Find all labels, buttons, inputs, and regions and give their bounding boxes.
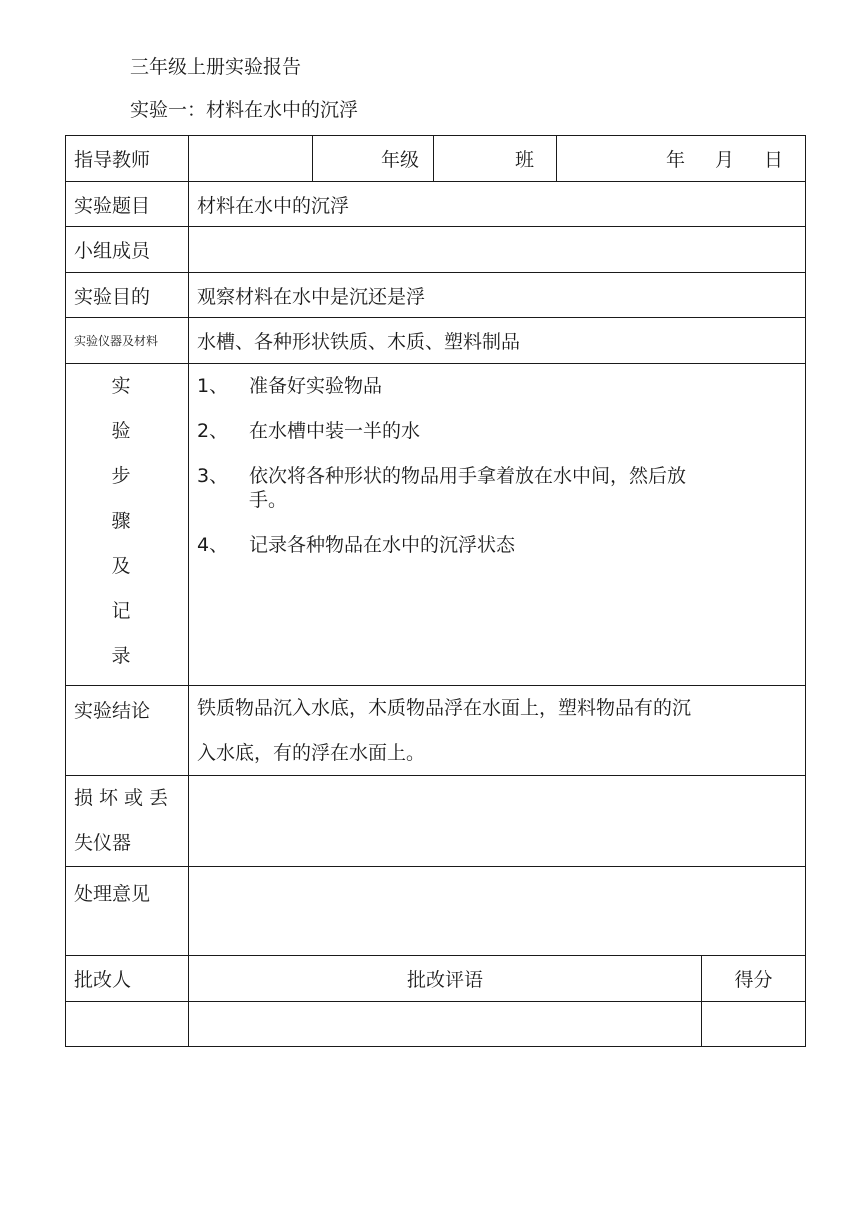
row-purpose bbox=[66, 273, 806, 318]
step-number: 1、 bbox=[197, 375, 229, 397]
class-field[interactable] bbox=[434, 136, 557, 182]
step-text: 依次将各种形状的物品用手拿着放在水中间，然后放 bbox=[249, 465, 687, 487]
damage-label-line: 损坏或丢 bbox=[74, 787, 175, 809]
step-text: 在水槽中装一半的水 bbox=[249, 420, 421, 442]
month-label: 月 bbox=[714, 149, 734, 171]
purpose-value[interactable]: 观察材料在水中是沉还是浮 bbox=[189, 273, 806, 318]
steps-label-char: 记 bbox=[111, 600, 131, 622]
steps-label-char: 实 bbox=[111, 375, 131, 397]
row-handling bbox=[66, 867, 806, 956]
equipment-value[interactable]: 水槽、各种形状铁质、木质、塑料制品 bbox=[189, 318, 806, 364]
score-label: 得分 bbox=[702, 956, 806, 1002]
purpose-label: 实验目的 bbox=[66, 273, 189, 318]
step-text: 记录各种物品在水中的沉浮状态 bbox=[249, 534, 516, 556]
steps-label bbox=[66, 364, 189, 686]
members-label: 小组成员 bbox=[66, 227, 189, 273]
handling-value[interactable] bbox=[189, 867, 806, 956]
year-label: 年 bbox=[665, 149, 685, 171]
step-item bbox=[197, 374, 797, 398]
step-item bbox=[197, 419, 797, 443]
day-label: 日 bbox=[764, 149, 784, 171]
grade-field[interactable] bbox=[313, 136, 434, 182]
step-number: 3、 bbox=[197, 465, 229, 487]
step-number: 2、 bbox=[197, 420, 229, 442]
row-equipment bbox=[66, 318, 806, 364]
conclusion-line: 铁质物品沉入水底，木质物品浮在水面上，塑料物品有的沉 bbox=[197, 697, 692, 719]
step-number: 4、 bbox=[197, 534, 229, 556]
row-review-values bbox=[66, 1002, 806, 1047]
comment-field[interactable] bbox=[189, 1002, 702, 1047]
topic-label: 实验题目 bbox=[66, 182, 189, 227]
handling-label: 处理意见 bbox=[66, 867, 189, 956]
conclusion-value[interactable] bbox=[189, 686, 806, 776]
damage-label-line: 失仪器 bbox=[74, 832, 132, 854]
row-conclusion bbox=[66, 686, 806, 776]
members-value[interactable] bbox=[189, 227, 806, 273]
class-label: 班 bbox=[514, 149, 534, 171]
teacher-label: 指导教师 bbox=[66, 136, 189, 182]
conclusion-line: 入水底，有的浮在水面上。 bbox=[197, 742, 426, 764]
damage-value[interactable] bbox=[189, 776, 806, 867]
row-damage bbox=[66, 776, 806, 867]
equipment-label: 实验仪器及材料 bbox=[66, 318, 189, 364]
damage-label bbox=[66, 776, 189, 867]
teacher-field[interactable] bbox=[189, 136, 313, 182]
grade-label: 年级 bbox=[380, 149, 419, 171]
step-item bbox=[197, 533, 797, 557]
experiment-title: 实验一：材料在水中的沉浮 bbox=[130, 99, 359, 121]
steps-label-char: 步 bbox=[111, 465, 131, 487]
row-steps bbox=[66, 364, 806, 686]
steps-label-char: 录 bbox=[111, 645, 131, 667]
date-field[interactable] bbox=[557, 136, 806, 182]
row-topic bbox=[66, 182, 806, 227]
row-review-header bbox=[66, 956, 806, 1002]
step-text: 准备好实验物品 bbox=[249, 375, 383, 397]
reviewer-label: 批改人 bbox=[66, 956, 189, 1002]
topic-value[interactable]: 材料在水中的沉浮 bbox=[189, 182, 806, 227]
reviewer-field[interactable] bbox=[66, 1002, 189, 1047]
comment-label: 批改评语 bbox=[189, 956, 702, 1002]
row-teacher bbox=[66, 136, 806, 182]
steps-label-char: 及 bbox=[111, 555, 131, 577]
steps-list[interactable] bbox=[189, 364, 806, 686]
report-table bbox=[65, 135, 806, 1047]
score-field[interactable] bbox=[702, 1002, 806, 1047]
row-members bbox=[66, 227, 806, 273]
conclusion-label: 实验结论 bbox=[66, 686, 189, 776]
steps-label-char: 骤 bbox=[111, 510, 131, 532]
step-item bbox=[197, 464, 797, 488]
report-title: 三年级上册实验报告 bbox=[130, 56, 302, 78]
step-continuation: 手。 bbox=[249, 489, 288, 511]
steps-label-char: 验 bbox=[111, 420, 131, 442]
